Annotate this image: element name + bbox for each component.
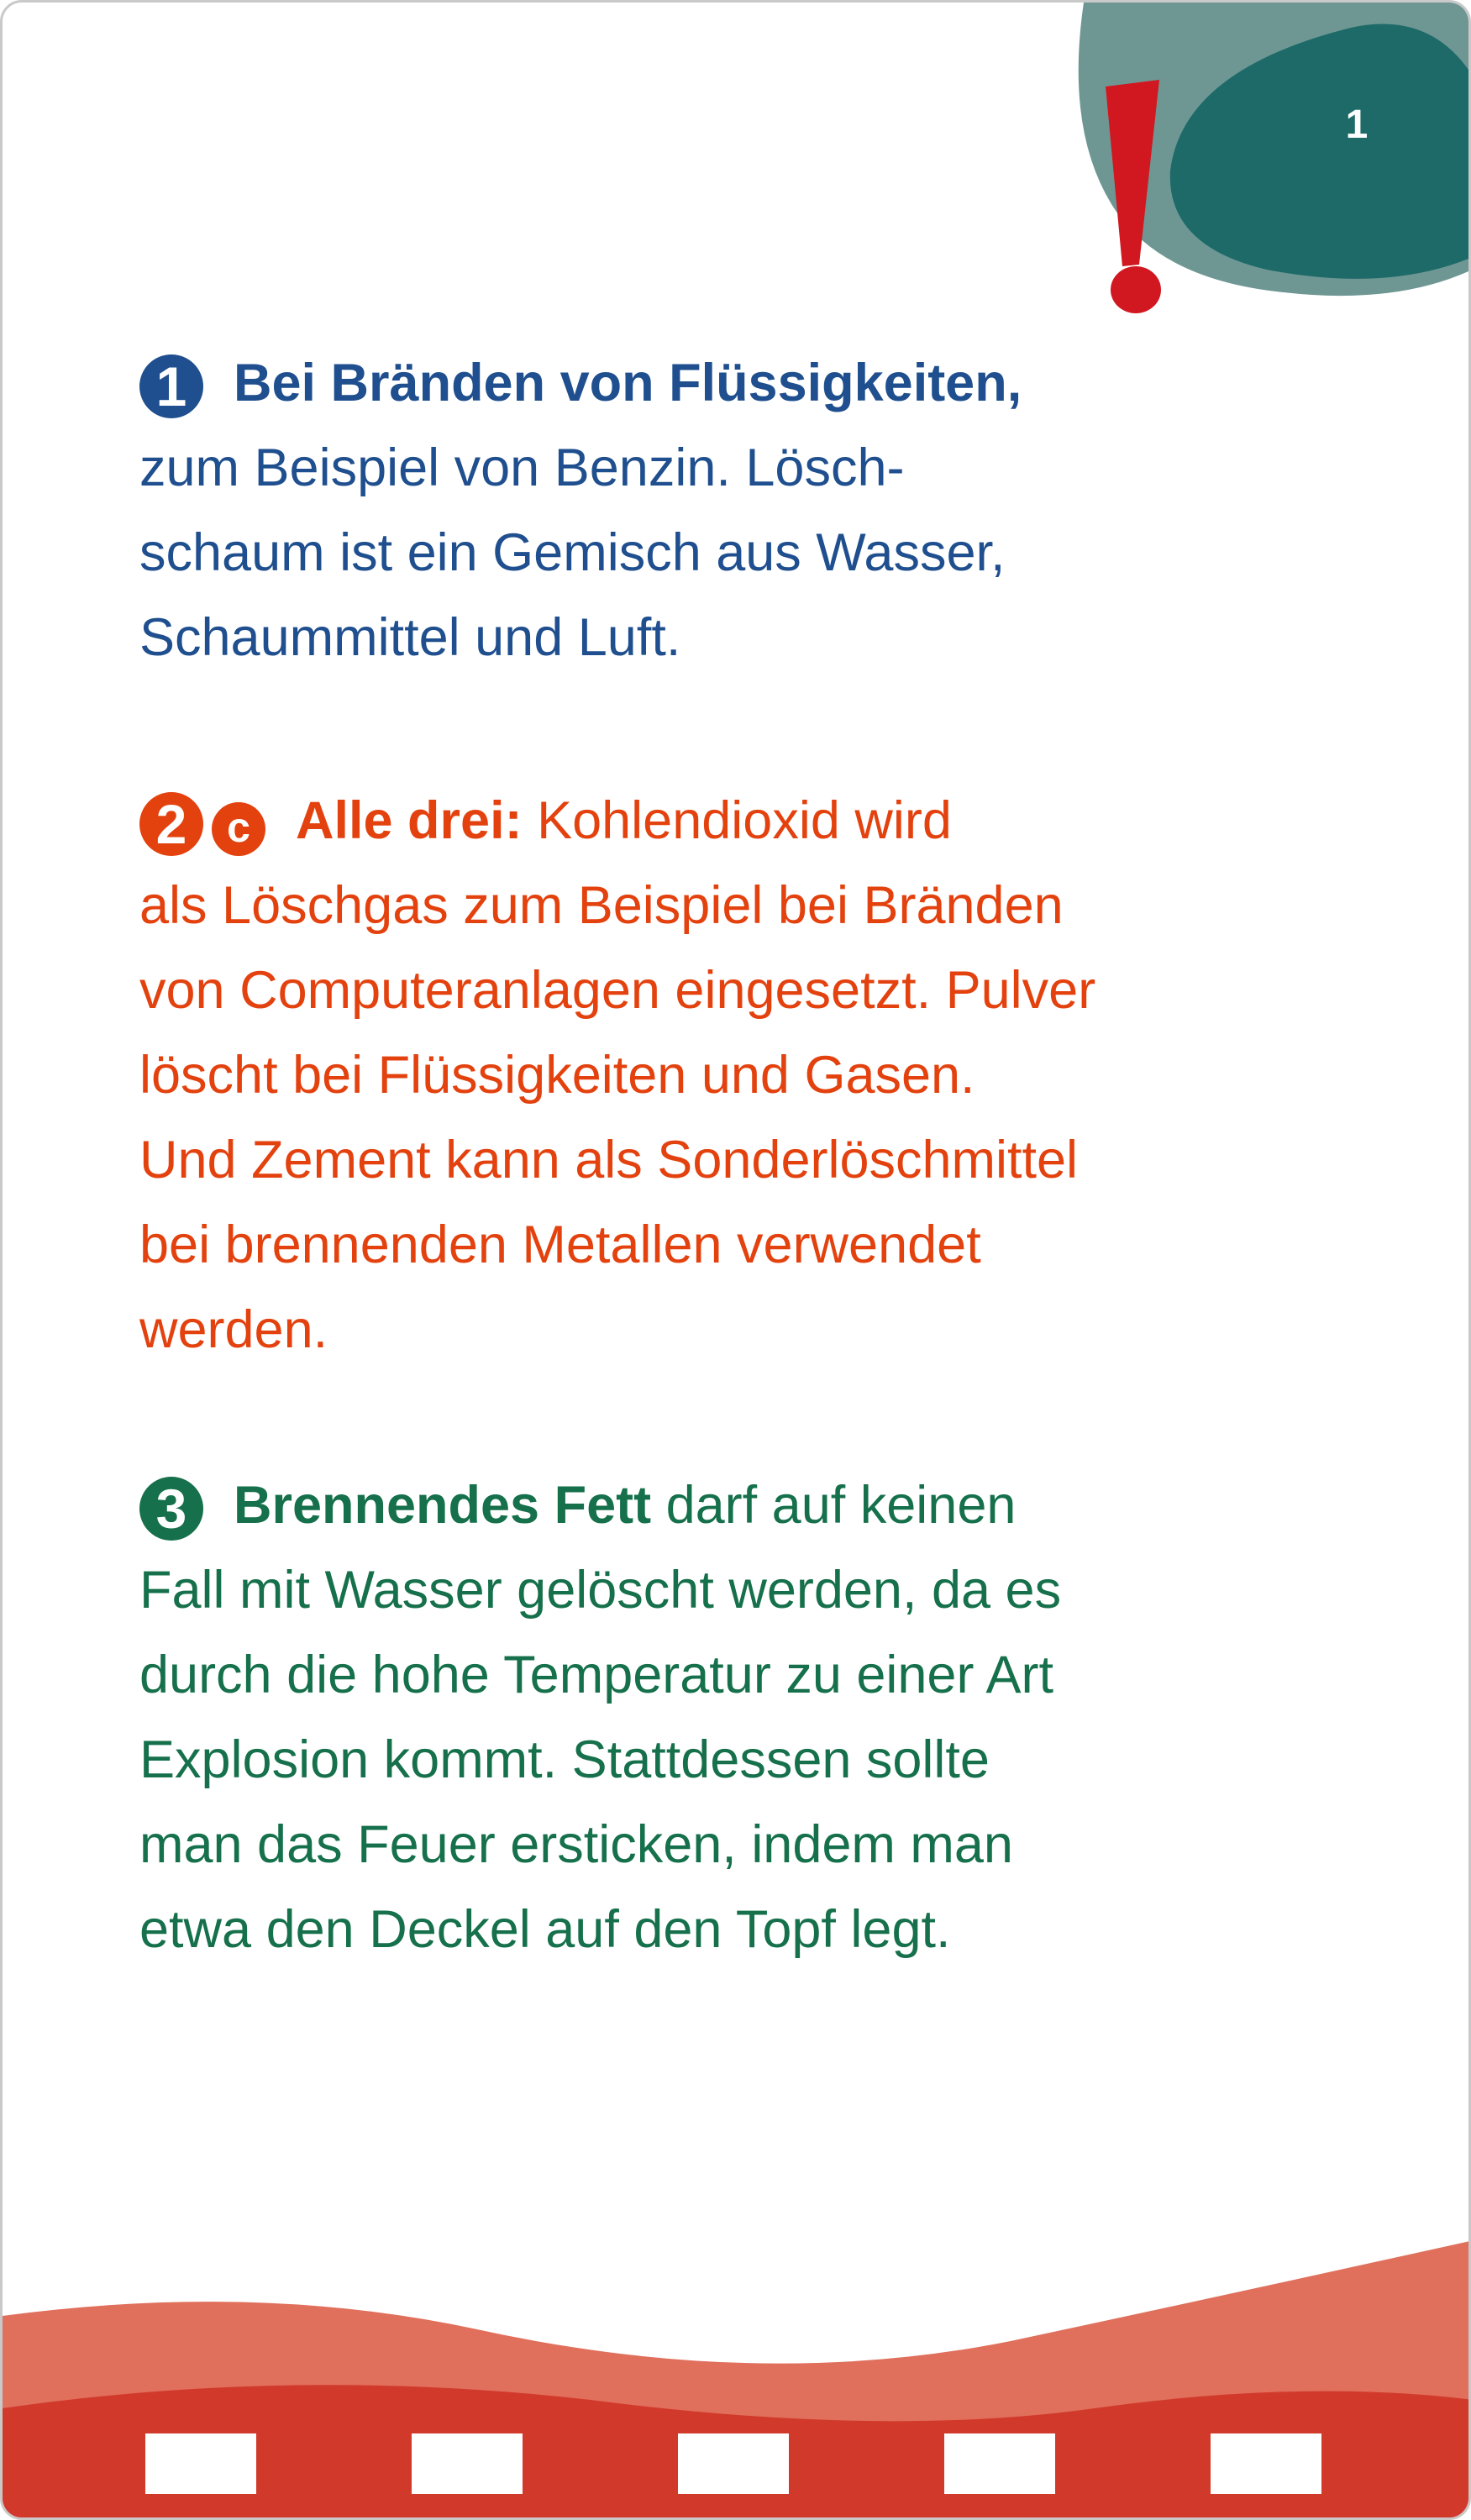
answer-1-line-3: schaum ist ein Gemisch aus Wasser, [139, 523, 1006, 582]
answer-1 [139, 341, 1349, 680]
answer-3-first-line-rest: darf auf keinen [651, 1476, 1017, 1535]
answer-2-line-2: als Löschgas zum Beispiel bei Bränden [139, 876, 1064, 935]
page-number: 1 [1345, 102, 1369, 147]
answer-2-line-7: werden. [139, 1300, 328, 1359]
answer-2-line-4: löscht bei Flüssigkeiten und Gasen. [139, 1046, 975, 1105]
question-number-badge: 3 [139, 1477, 203, 1541]
answer-2-first-line-rest: Kohlendioxid wird [522, 791, 952, 850]
answer-1-line-2: zum Beispiel von Benzin. Lösch- [139, 438, 905, 497]
answer-2 [139, 779, 1349, 1373]
answer-3-line-5: man das Feuer ersticken, indem man [139, 1815, 1013, 1874]
answer-letter-badge: c [212, 802, 265, 856]
question-number-badge: 1 [139, 354, 203, 418]
answer-1-line-4: Schaummittel und Luft. [139, 608, 681, 667]
corner-decoration [1032, 3, 1468, 339]
answer-3-lead: Brennendes Fett [234, 1476, 652, 1535]
answer-3-line-2: Fall mit Wasser gelöscht werden, da es [139, 1561, 1062, 1620]
answer-3-line-6: etwa den Deckel auf den Topf legt. [139, 1900, 951, 1959]
footer-wave [3, 2148, 1471, 2517]
answer-1-lead: Bei Bränden von Flüssigkeiten, [234, 354, 1022, 412]
answer-2-lead: Alle drei: [296, 791, 523, 850]
answer-2-line-6: bei brennenden Metallen verwendet [139, 1215, 981, 1274]
answer-3-line-3: durch die hohe Temperatur zu einer Art [139, 1646, 1053, 1704]
answer-2-line-3: von Computeranlagen eingesetzt. Pulver [139, 961, 1096, 1020]
answer-1-line-1 [139, 341, 1349, 426]
answer-3-line-1 [139, 1463, 1349, 1548]
answer-2-line-5: Und Zement kann als Sonderlöschmittel [139, 1131, 1079, 1189]
question-number-badge: 2 [139, 792, 203, 856]
answer-2-line-1 [139, 779, 1349, 864]
answer-3-line-4: Explosion kommt. Stattdessen sollte [139, 1730, 990, 1789]
answer-3 [139, 1463, 1349, 1972]
